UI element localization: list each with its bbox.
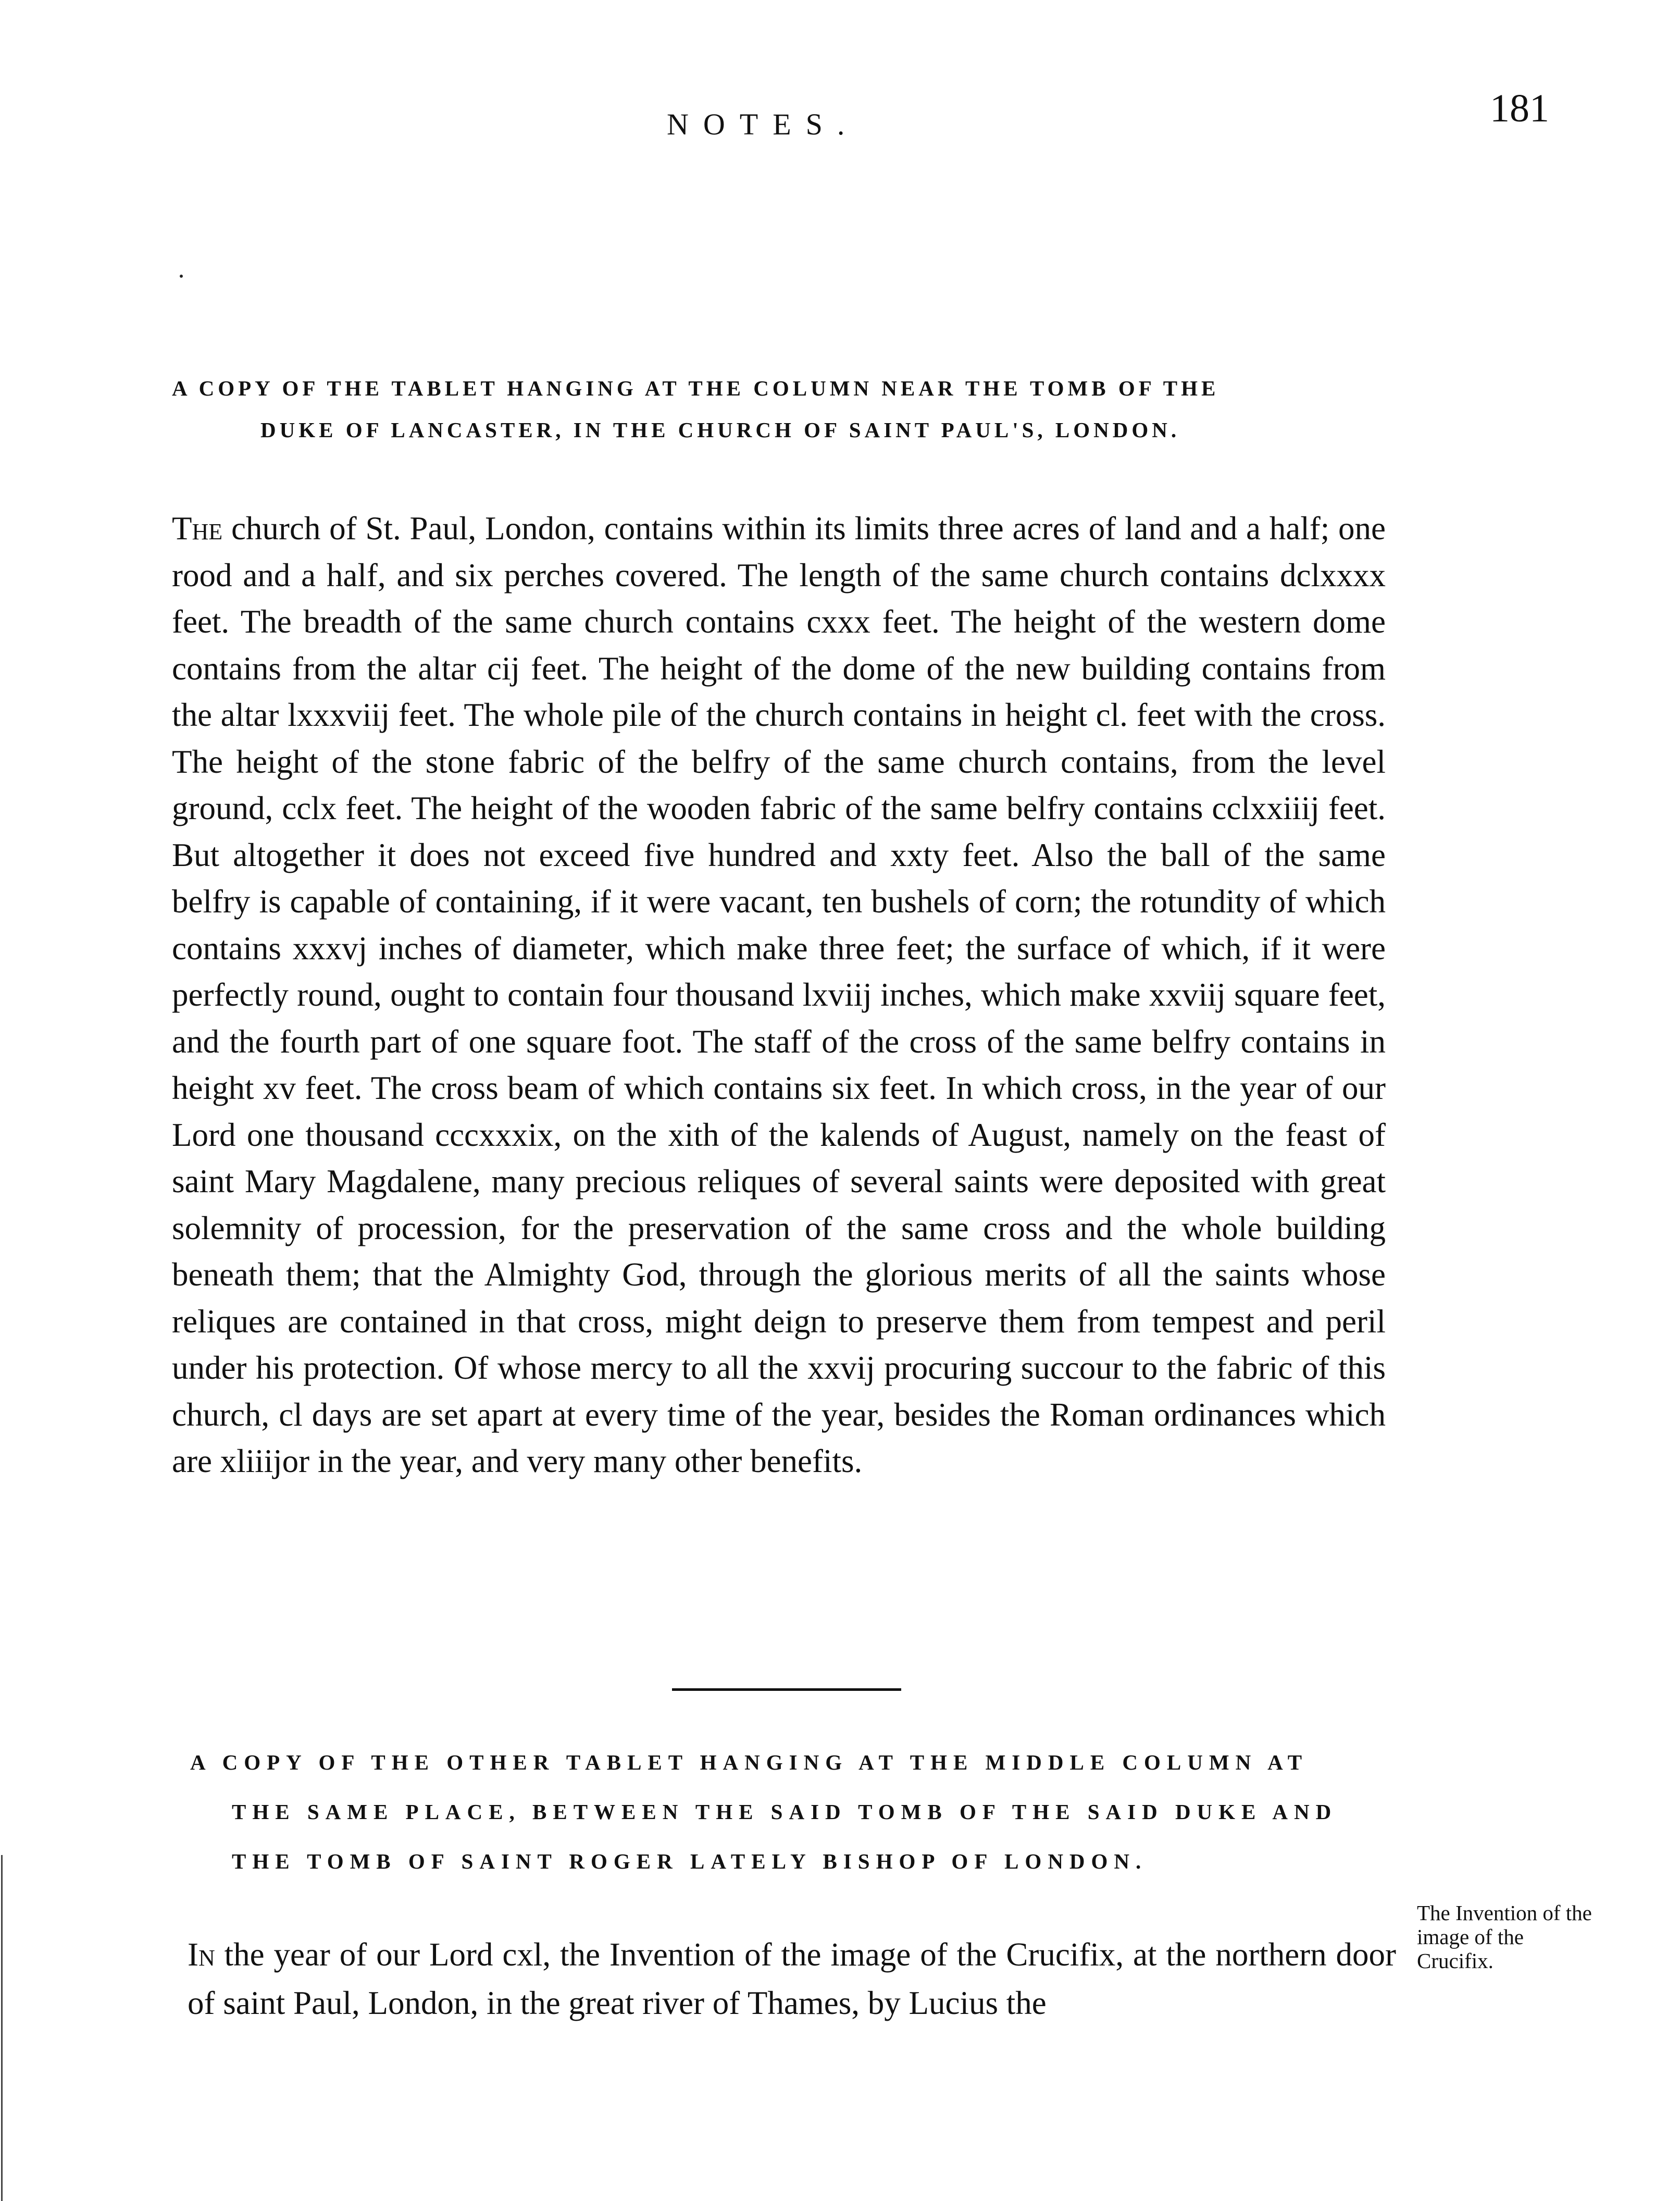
page-number: 181 [1490, 86, 1549, 130]
heading-line: THE SAME PLACE, BETWEEN THE SAID TOMB OF THE SAID DUKE AND [232, 1800, 1338, 1824]
section-heading-first-tablet [172, 367, 1386, 451]
lead-word: In [188, 1936, 215, 1973]
heading-line: DUKE OF LANCASTER, IN THE CHURCH OF SAINT PAUL'S, LONDON. [260, 418, 1180, 442]
running-head: NOTES. [667, 107, 860, 141]
marginal-note: The Invention of the image of the Crucifix. [1417, 1901, 1592, 1973]
heading-line: A COPY OF THE TABLET HANGING AT THE COLUMN NEAR THE TOMB OF THE [172, 376, 1219, 400]
gutter-edge [1, 1855, 3, 2201]
section-divider [672, 1688, 901, 1691]
stray-mark [180, 275, 183, 278]
first-tablet-paragraph [172, 505, 1386, 1485]
paragraph-text: the year of our Lord cxl, the Invention of the image of the Crucifix, at the northern door of saint Paul, London, in the great river of Thames, by Lucius the [188, 1936, 1397, 2021]
second-tablet-paragraph [188, 1931, 1396, 2027]
section-heading-second-tablet [190, 1738, 1404, 1886]
heading-line: THE TOMB OF SAINT ROGER LATELY BISHOP OF LONDON. [232, 1849, 1148, 1873]
lead-word: The [172, 510, 223, 547]
paragraph-text: church of St. Paul, London, contains within its limits three acres of land and a half; one rood and a half, and six perches covered. The length of the same church contains dclxxxx feet. The breadth of the same church contains cxxx feet. The height of the western dome contains from the altar cij feet. The height of the dome of the new building contains from the altar lxxxviij feet. The whole pile of the church contains in height cl. feet with the cross. The height of the stone fabric of the belfry of the same church contains, from the level ground, cclx feet. The height of the wooden fabric of the same belfry contains cclxxiiij feet. But altogether it does not exceed five hundred and xxty feet. Also the ball of the same belfry is capable of containing, if it were vacant, ten bushels of corn; the rotundity of which contains xxxvj inches of diameter, which make three feet; the surface of which, if it were perfectly round, ought to contain four thousand lxviij inches, which make xxviij square feet, and the fourth part of one square foot. The staff of the cross of the same belfry contains in height xv feet. The cross beam of which contains six feet. In which cross, in the year of our Lord one thousand cccxxxix, on the xith of the kalends of August, namely on the feast of saint Mary Magdalene, many precious reliques of several saints were deposited with great solemnity of procession, for the preservation of the same cross and the whole building beneath them; that the Almighty God, through the glorious merits of all the saints whose reliques are contained in that cross, might deign to preserve them from tempest and peril under his protection. Of whose mercy to all the xxvij procuring succour to the fabric of this church, cl days are set apart at every time of the year, besides the Roman ordinances which are xliiijor in the year, and very many other benefits. [172, 510, 1386, 1479]
heading-line: A COPY OF THE OTHER TABLET HANGING AT THE MIDDLE COLUMN AT [190, 1750, 1309, 1774]
